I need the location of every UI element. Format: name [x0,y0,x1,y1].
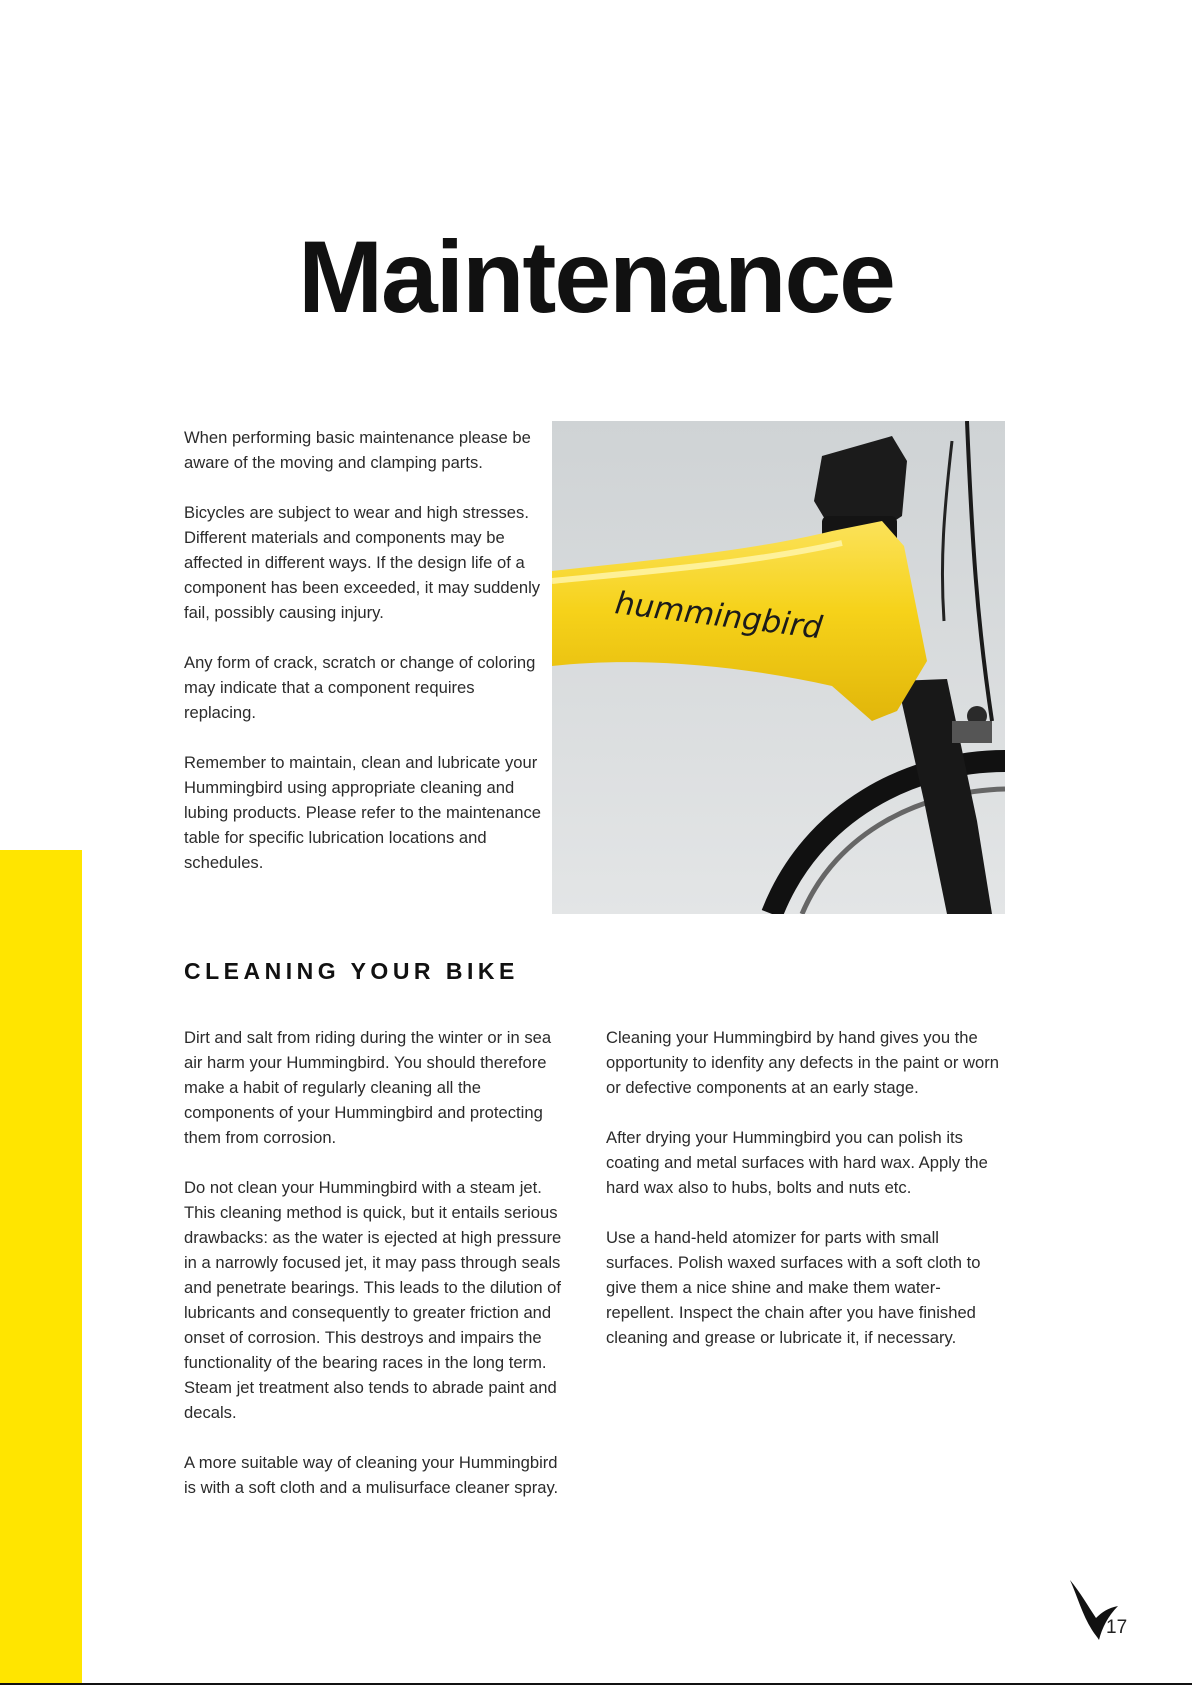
cleaning-paragraph: After drying your Hummingbird you can polish its coating and metal surfaces with hard wax. Apply the hard wax also to hubs, bolts and nuts etc. [606,1128,988,1197]
intro-text [184,425,542,900]
page-title: Maintenance [298,220,894,334]
page-number: 17 [1106,1617,1128,1638]
cleaning-right-column [606,1025,1006,1375]
intro-paragraph: Remember to maintain, clean and lubricate your Hummingbird using appropriate cleaning and lubing products. Please refer to the maintenance table for specific lubrication locations and schedules. [184,753,541,872]
cleaning-paragraph: Use a hand-held atomizer for parts with small surfaces. Polish waxed surfaces with a soft cloth to give them a nice shine and make them water-repellent. Inspect the chain after you have finished cleaning and grease or lubricate it, if necessary. [606,1228,981,1347]
yellow-accent-bar [0,850,82,1685]
cleaning-left-column [184,1025,566,1525]
bike-frame-photo [552,421,1005,914]
intro-paragraph: Bicycles are subject to wear and high stresses. Different materials and components may be affected in different ways. If the design life of a component has been exceeded, it may suddenly fail, possibly causing injury. [184,503,541,622]
cleaning-paragraph: Cleaning your Hummingbird by hand gives you the opportunity to idenfity any defects in the paint or worn or defective components at an early stage. [606,1028,999,1097]
cleaning-paragraph: Dirt and salt from riding during the winter or in sea air harm your Hummingbird. You should therefore make a habit of regularly cleaning all the components of your Hummingbird and protecting them from corrosion. [184,1028,552,1147]
section-heading-cleaning: CLEANING YOUR BIKE [184,958,519,984]
cleaning-paragraph: A more suitable way of cleaning your Hummingbird is with a soft cloth and a mulisurface cleaner spray. [184,1453,559,1497]
intro-paragraph: When performing basic maintenance please be aware of the moving and clamping parts. [184,428,531,472]
frame-brand-text: hummingbird [613,585,825,647]
intro-paragraph: Any form of crack, scratch or change of coloring may indicate that a component requires replacing. [184,653,536,722]
cleaning-paragraph: Do not clean your Hummingbird with a steam jet. This cleaning method is quick, but it entails serious drawbacks: as the water is ejected at high pressure in a narrowly focused jet, it may pass through seals and penetrate bearings. This leads to the dilution of lubricants and consequently to greater friction and onset of corrosion. This destroys and impairs the functionality of the bearing races in the long term. Steam jet treatment also tends to abrade paint and decals. [184,1178,562,1422]
